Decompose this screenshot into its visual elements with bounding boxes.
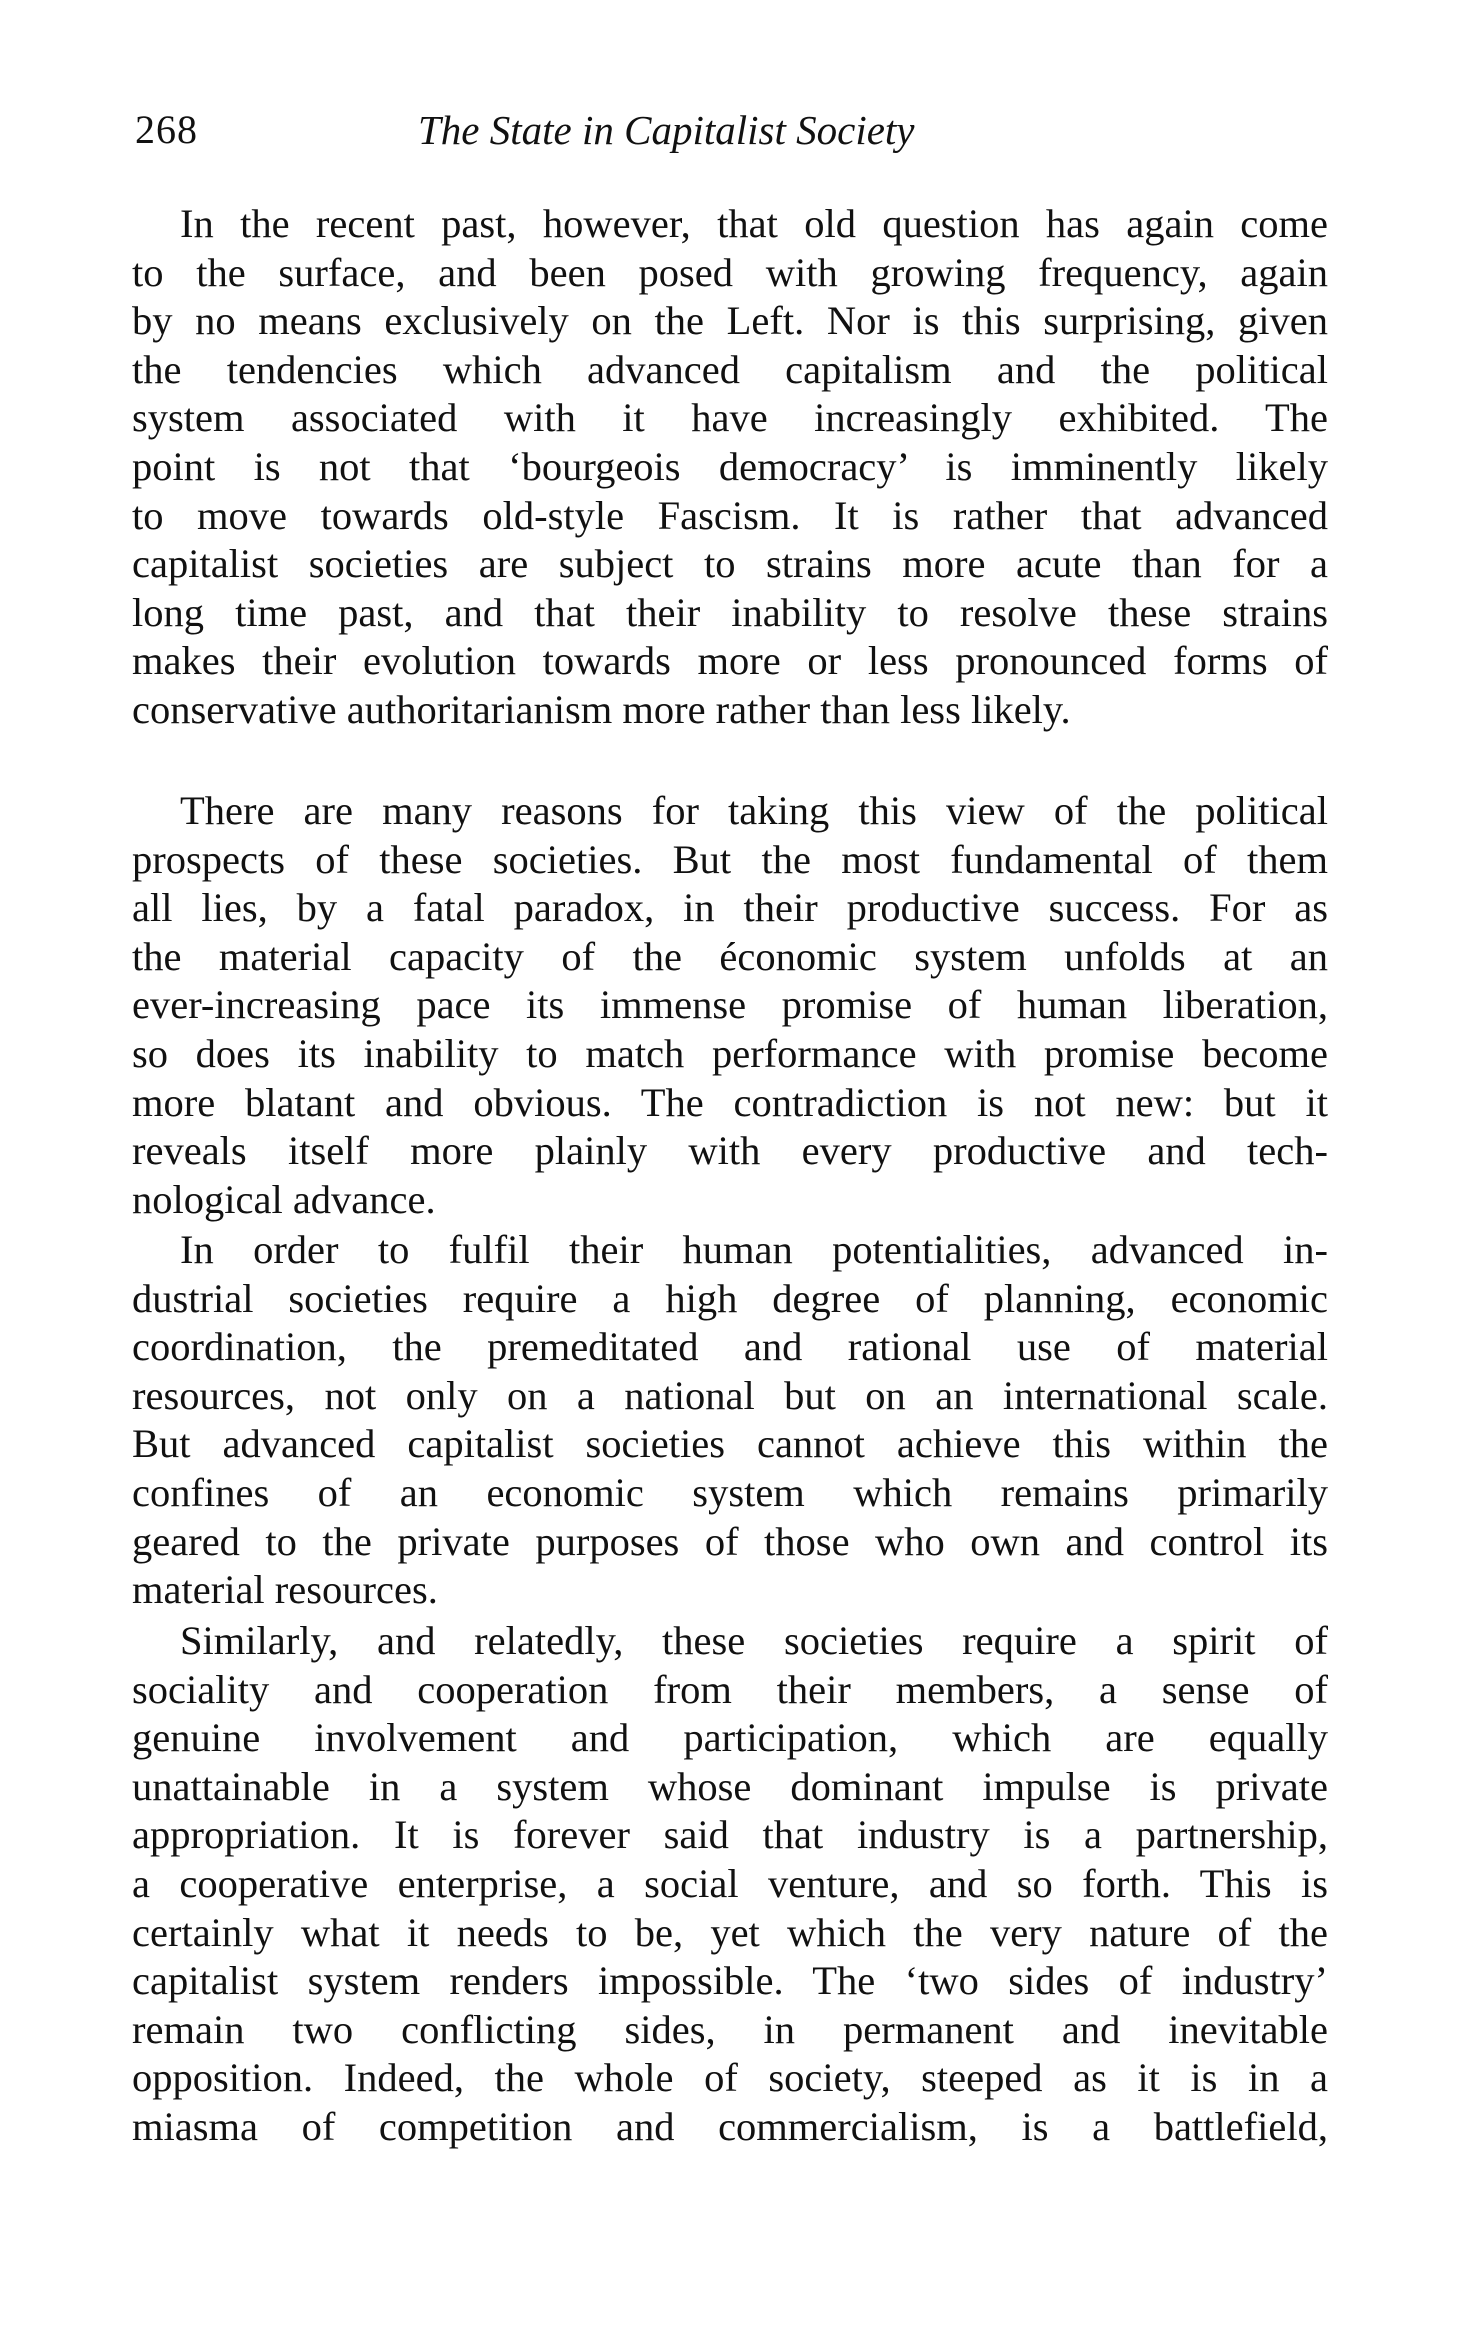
text-line: In order to fulfil their human potentialities, advanced in- [180, 1227, 1328, 1272]
text-line: ever-increasing pace its immense promise of human liberation, [132, 982, 1328, 1028]
text-line: Similarly, and relatedly, these societies require a spirit of [180, 1618, 1328, 1663]
text-line: so does its inability to match performance with promise become [132, 1030, 1328, 1076]
paragraph-1 [132, 200, 1328, 735]
text-line: reveals itself more plainly with every productive and tech- [132, 1128, 1328, 1174]
text-line: nological advance. [132, 1176, 436, 1222]
text-line: to the surface, and been posed with growing frequency, again [132, 249, 1328, 295]
text-line: capitalist system renders impossible. The ‘two sides of industry’ [132, 1958, 1328, 2004]
text-line: appropriation. It is forever said that industry is a partnership, [132, 1812, 1328, 1858]
text-line: point is not that ‘bourgeois democracy’ is imminently likely [132, 443, 1328, 489]
text-line: long time past, and that their inability to resolve these strains [132, 589, 1328, 635]
text-line: unattainable in a system whose dominant impulse is private [132, 1763, 1328, 1809]
text-line: prospects of these societies. But the most fundamental of them [132, 836, 1328, 882]
paragraph-2 [132, 787, 1328, 1224]
text-line: resources, not only on a national but on an international scale. [132, 1372, 1328, 1418]
text-line: conservative authoritarianism more rather than less likely. [132, 686, 1071, 732]
text-line: There are many reasons for taking this view of the political [180, 788, 1328, 833]
text-line: capitalist societies are subject to strains more acute than for a [132, 541, 1328, 587]
text-line: remain two conflicting sides, in permanent and inevitable [132, 2006, 1328, 2052]
text-line: miasma of competition and commercialism, is a battlefield, [132, 2103, 1328, 2149]
text-line: makes their evolution towards more or less pronounced forms of [132, 638, 1328, 684]
text-line: a cooperative enterprise, a social venture, and so forth. This is [132, 1860, 1328, 1906]
text-line: coordination, the premeditated and rational use of material [132, 1324, 1328, 1370]
text-line: system associated with it have increasingly exhibited. The [132, 395, 1328, 441]
text-line: by no means exclusively on the Left. Nor is this surprising, given [132, 298, 1328, 344]
text-line: all lies, by a fatal paradox, in their productive success. For as [132, 885, 1328, 931]
paragraph-3 [132, 1226, 1328, 1615]
running-head [135, 100, 1335, 160]
text-line: In the recent past, however, that old question has again come [180, 201, 1328, 246]
text-line: the tendencies which advanced capitalism and the political [132, 346, 1328, 392]
text-line: material resources. [132, 1567, 438, 1613]
page-number: 268 [135, 107, 198, 152]
running-title: The State in Capitalist Society [418, 107, 915, 153]
text-line: more blatant and obvious. The contradiction is not new: but it [132, 1079, 1328, 1125]
text-line: geared to the private purposes of those who own and control its [132, 1518, 1328, 1564]
text-line: certainly what it needs to be, yet which the very nature of the [132, 1909, 1328, 1955]
text-line: the material capacity of the économic system unfolds at an [132, 933, 1328, 979]
text-line: sociality and cooperation from their members, a sense of [132, 1666, 1328, 1712]
text-line: confines of an economic system which remains primarily [132, 1469, 1328, 1515]
paragraph-4 [132, 1617, 1328, 2152]
text-line: genuine involvement and participation, which are equally [132, 1715, 1328, 1761]
text-line: But advanced capitalist societies cannot achieve this within the [132, 1421, 1328, 1467]
text-line: to move towards old-style Fascism. It is rather that advanced [132, 492, 1328, 538]
text-line: opposition. Indeed, the whole of society, steeped as it is in a [132, 2055, 1328, 2101]
text-line: dustrial societies require a high degree of planning, economic [132, 1275, 1328, 1321]
